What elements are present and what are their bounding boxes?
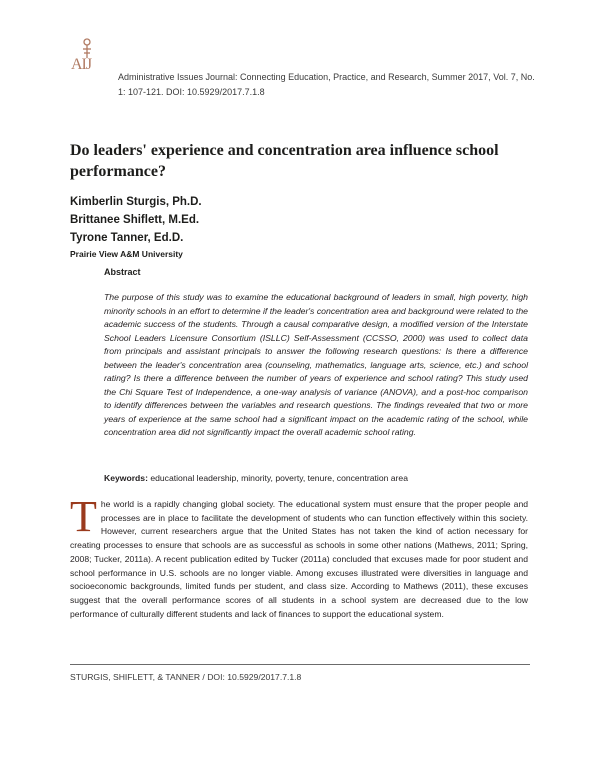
author-name: Tyrone Tanner, Ed.D. xyxy=(70,232,184,244)
journal-logo xyxy=(70,38,104,74)
page-footer: STURGIS, SHIFLETT, & TANNER / DOI: 10.5929/2017.7.1.8 xyxy=(70,672,302,682)
intro-paragraph xyxy=(70,492,528,621)
logo-text: AIJ xyxy=(71,56,92,73)
keywords-label: Keywords: xyxy=(104,473,148,483)
abstract-body: The purpose of this study was to examine the educational background of leaders in small, high poverty, high minority schools in an effort to determine if the leader's concentration area and background were related to the academic success of the students. Through a causal comparative design, a modified version of the Interstate School Leaders Licensure Consortium (ISLLC) Self-Assessment (CCSSO, 2000) was used to collect data from principals and assistant principals to answer the following research questions: Is there a difference between the leader's concentration area (counseling, mathematics, language arts, science, etc.) and school rating? Is there a difference between the number of years of experience and school rating? This study used the Chi Square Test of Independence, a one-way analysis of variance (ANOVA), and a post-hoc comparison to identify differences between the variables and research questions. The findings revealed that two or more years of experience at the same school had a significant impact on the academic rating of the school, while concentration area did not significantly impact the overall academic school rating. xyxy=(104,292,528,437)
journal-citation: Administrative Issues Journal: Connecting Education, Practice, and Research, Summer 2017, Vol. 7, No. 1: 107-121. DOI: 10.5929/2017.7.1.8 xyxy=(118,72,535,97)
abstract-heading: Abstract xyxy=(104,267,141,277)
footer-divider xyxy=(70,664,530,665)
author-affiliation: Prairie View A&M University xyxy=(70,249,183,259)
keywords-line xyxy=(104,473,528,483)
intro-text: he world is a rapidly changing global society. The educational system must ensure that the proper people and processes are in place to facilitate the development of students who can function effectively within this society. However, current researchers argue that the United States has not taken the kind of action necessary for creating processes to ensure that schools are as successful as schools in some other nations (Mathews, 2011; Spring, 2008; Tucker, 2011a). A recent publication edited by Tucker (2011a) concluded that excuses made for poor student and school performance in U.S. schools are no longer viable. Among excuses illustrated were diversities in language and socioeconomic backgrounds, limited funds per student, and class size. According to Mathews (2011), these excuses suggest that the overall performance scores of all students in a school system are decreased due to the low performance of culturally different students and lack of finances to support the educational system. xyxy=(70,499,528,619)
drop-cap: T xyxy=(70,492,97,541)
keywords-text: educational leadership, minority, poverty, tenure, concentration area xyxy=(150,473,408,483)
author-name: Kimberlin Sturgis, Ph.D. xyxy=(70,196,202,208)
article-title: Do leaders' experience and concentration area influence school performance? xyxy=(70,142,499,180)
author-list xyxy=(70,193,202,260)
author-name: Brittanee Shiflett, M.Ed. xyxy=(70,214,200,226)
